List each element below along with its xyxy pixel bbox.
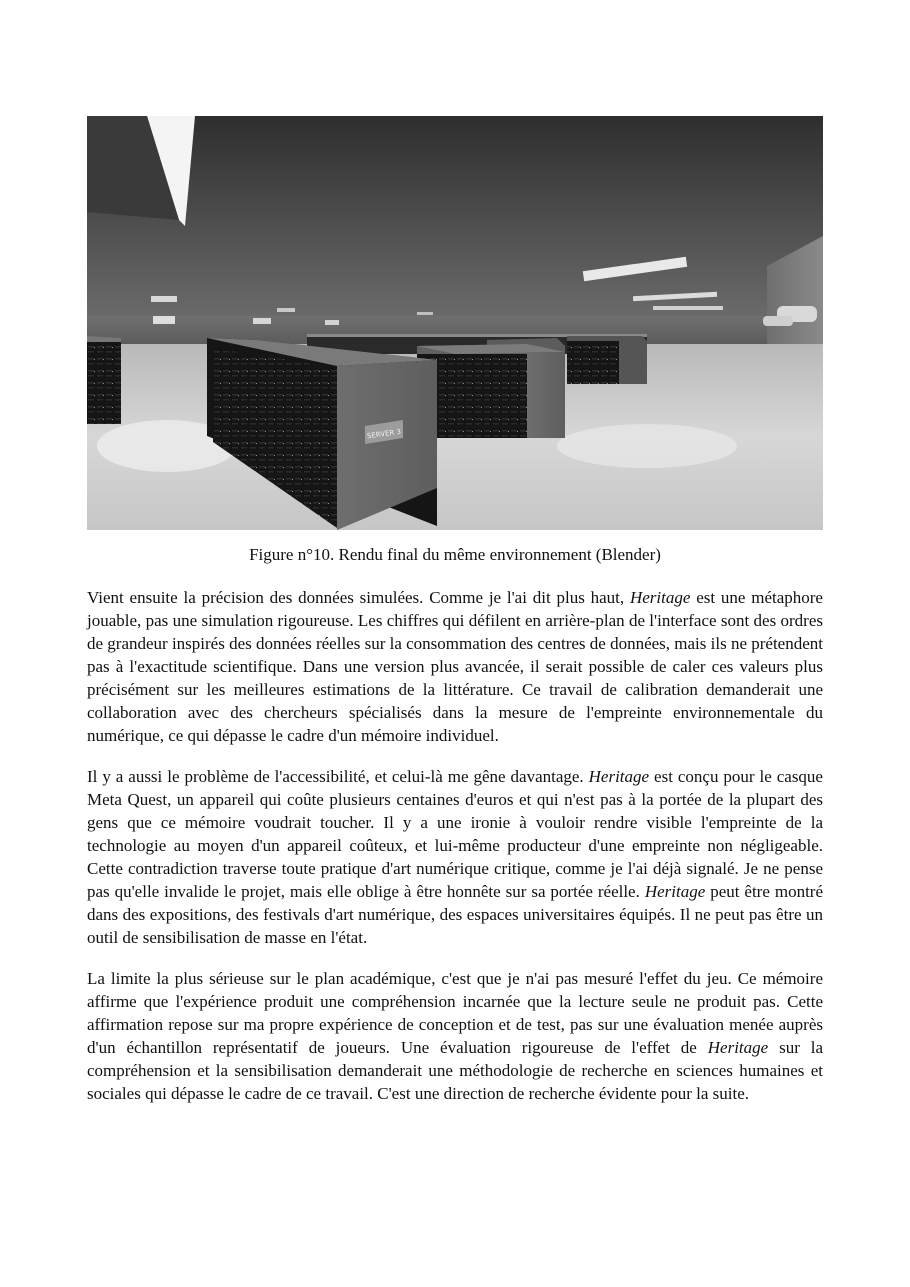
server-room-render: [87, 116, 823, 530]
title-italic: Heritage: [629, 588, 691, 607]
text-run: est conçu pour le casque Meta Quest, un appareil qui coûte plusieurs centaines d'euros et qui n'est pas à la portée de la plupart des gens que ce mémoire voudrait toucher. Il y a une ironie à vouloir rendre visible l'empreinte de la technologie au moyen d'un appareil coûteux, et lui-même producteur d'une empreinte non négligeable. Cette contradiction traverse toute pratique d'art numérique critique, comme je l'ai déjà signalé. Je ne pense pas qu'elle invalide le projet, mais elle oblige à être honnête sur sa portée réelle.: [87, 767, 823, 901]
text-run: Il y a aussi le problème de l'accessibilité, et celui-là me gêne davantage.: [87, 767, 589, 786]
text-run: sur la compréhension et la sensibilisation demanderait une méthodologie de recherche en sciences humaines et sociales qui dépasse le cadre de ce travail. C'est une direction de recherche évidente pour la suite.: [87, 1038, 824, 1103]
title-italic: Heritage: [588, 767, 650, 786]
text-run: Vient ensuite la précision des données simulées. Comme je l'ai dit plus haut,: [87, 588, 630, 607]
text-run: peut être montré dans des expositions, des festivals d'art numérique, des espaces universitaires équipés. Il ne peut pas être un outil de sensibilisation de masse en l'état.: [87, 882, 823, 947]
figure-caption: Figure n°10. Rendu final du même environnement (Blender): [249, 545, 661, 564]
text-run: La limite la plus sérieuse sur le plan académique, c'est que je n'ai pas mesuré l'effet du jeu. Ce mémoire affirme que l'expérience produit une compréhension incarnée que la lecture seule ne produit pas. Cette affirmation repose sur ma propre expérience de conception et de test, pas sur une évaluation menée auprès d'un échantillon représentatif de joueurs. Une évaluation rigoureuse de l'effet de: [87, 969, 823, 1057]
paragraph-3: [87, 967, 823, 1105]
paragraph-2: [87, 765, 823, 949]
paragraph-1: [87, 586, 823, 747]
title-italic: Heritage: [707, 1038, 769, 1057]
text-run: est une métaphore jouable, pas une simulation rigoureuse. Les chiffres qui défilent en arrière-plan de l'interface sont des ordres de grandeur inspirés des données réelles sur la consommation des centres de données, mais ils ne prétendent pas à l'exactitude scientifique. Dans une version plus avancée, il serait possible de caler ces valeurs plus précisément sur les meilleures estimations de la littérature. Ce travail de calibration demanderait une collaboration avec des chercheurs spécialisés dans la mesure de l'empreinte environnementale du numérique, ce qui dépasse le cadre d'un mémoire individuel.: [87, 588, 823, 745]
body-text: [87, 586, 823, 1123]
title-italic: Heritage: [644, 882, 706, 901]
rack-label: SERVER 3: [366, 427, 402, 441]
figure-render-image: [87, 116, 823, 530]
